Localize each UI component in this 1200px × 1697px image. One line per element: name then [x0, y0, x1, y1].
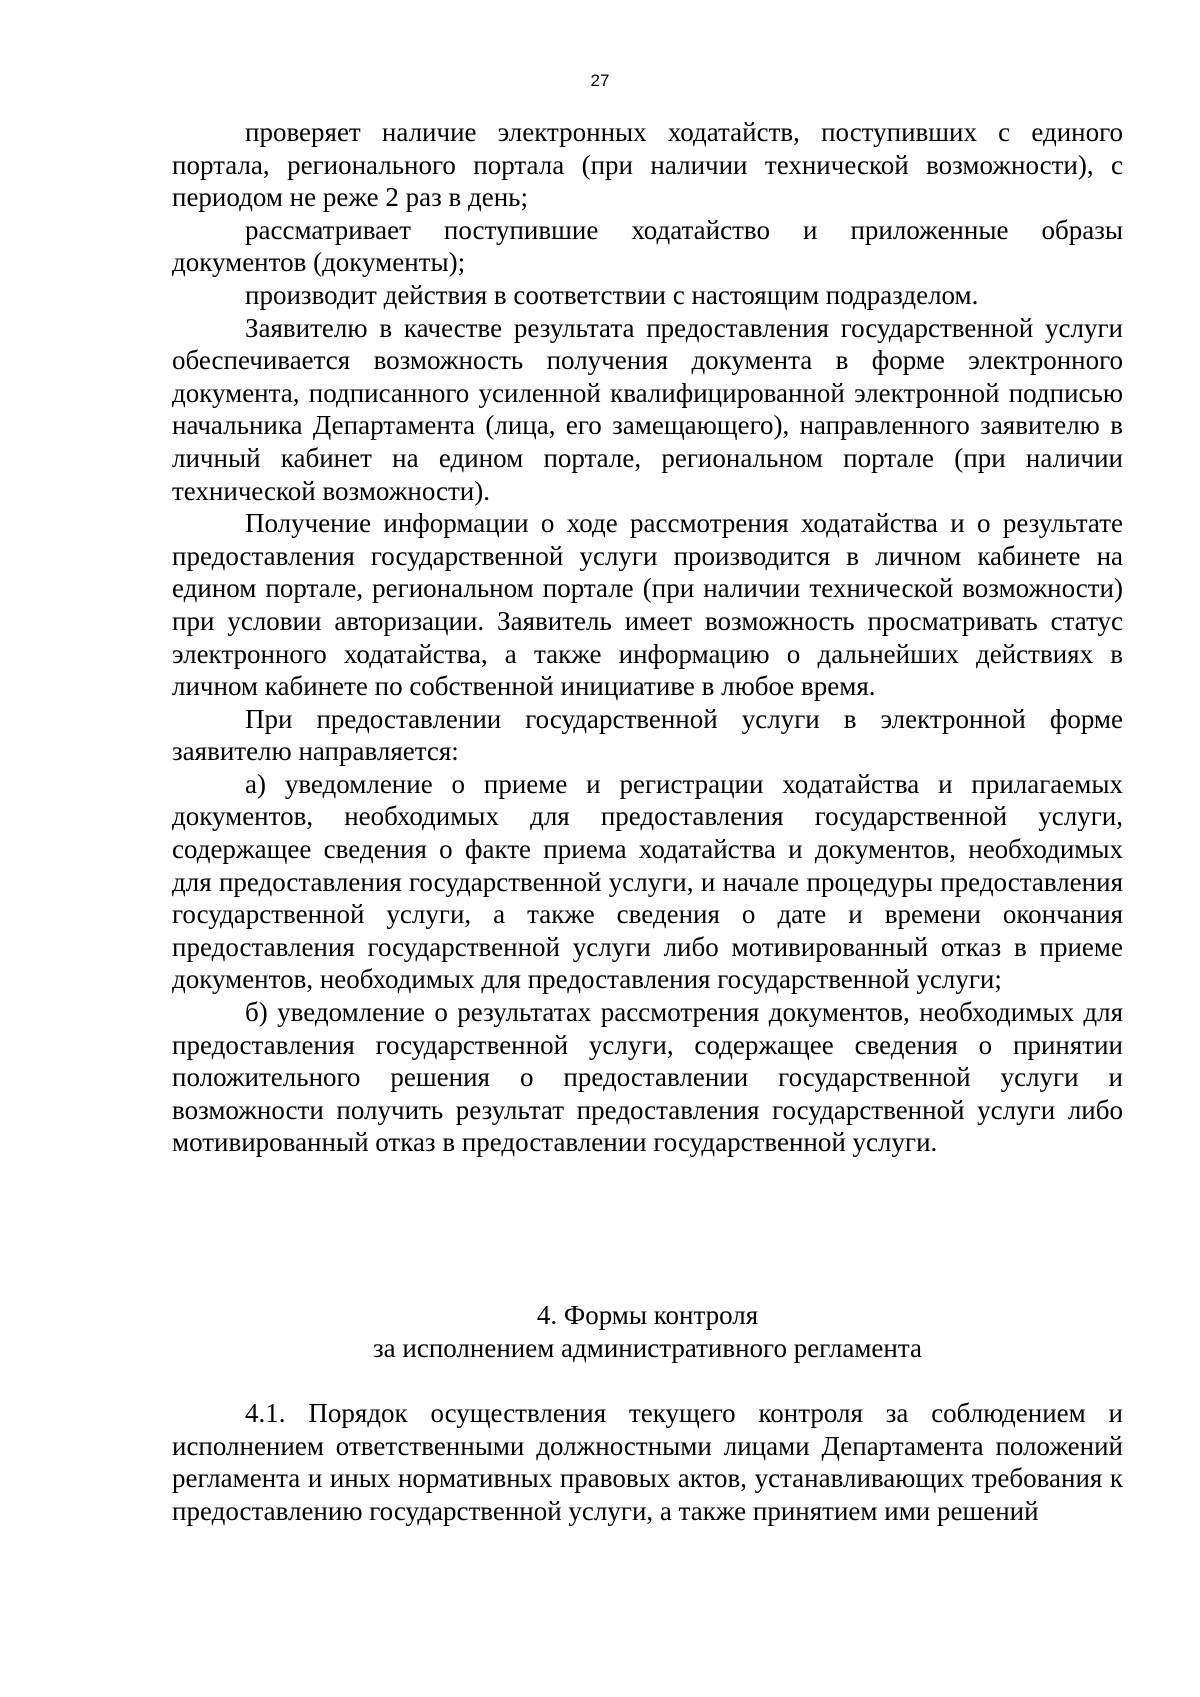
paragraph-perform-actions: производит действия в соответствии с настоящим подразделом.	[245, 279, 979, 310]
page-number: 27	[590, 71, 610, 90]
paragraph-review-petition: рассматривает поступившие ходатайство и приложенные образы документов (документы);	[172, 214, 1123, 278]
paragraph-status-info: Получение информации о ходе рассмотрения ходатайства и о результате предоставления государственной услуги производится в личном кабинете на едином портале, региональном портале (при наличии технической возможности) при условии авторизации. Заявитель имеет возможность просматривать статус электронного ходатайства, а также информацию о дальнейших действиях в личном кабинете по собственной инициативе в любое время.	[172, 508, 1123, 702]
section-heading	[172, 1299, 1123, 1364]
paragraph-notification-a: а) уведомление о приеме и регистрации ходатайства и прилагаемых документов, необходимых для предоставления государственной услуги, содержащее сведения о факте приема ходатайства и документов, необходимых для предоставления государственной услуги, и начале процедуры предоставления государственной услуги, а также сведения о дате и времени окончания предоставления государственной услуги либо мотивированный отказ в приеме документов, необходимых для предоставления государственной услуги;	[172, 768, 1123, 995]
subsection-4-1-text: 4.1. Порядок осуществления текущего контроля за соблюдением и исполнением ответственными должностными лицами Департамента положений регламента и иных нормативных правовых актов, устанавливающих требования к предоставлению государственной услуги, а также принятием ими решений	[172, 1398, 1123, 1526]
paragraph-notification-b: б) уведомление о результатах рассмотрения документов, необходимых для предоставления государственной услуги, содержащее сведения о принятии положительного решения о предоставлении государственной услуги и возможности получить результат предоставления государственной услуги либо мотивированный отказ в предоставлении государственной услуги.	[172, 997, 1123, 1158]
paragraph-result-document: Заявителю в качестве результата предоставления государственной услуги обеспечивается возможность получения документа в форме электронного документа, подписанного усиленной квалифицированной электронной подписью начальника Департамента (лица, его замещающего), направленного заявителю в личный кабинет на едином портале, региональном портале (при наличии технической возможности).	[172, 312, 1123, 506]
paragraph-check-petitions: проверяет наличие электронных ходатайств, поступивших с единого портала, регионального портала (при наличии технической возможности), с периодом не реже 2 раз в день;	[172, 117, 1123, 213]
section-title-line1: 4. Формы контроля	[536, 1300, 759, 1330]
subsection-4-1	[172, 1397, 1123, 1527]
paragraph-notifications-intro: При предоставлении государственной услуги в электронной форме заявителю направляется:	[172, 703, 1123, 767]
section-title-line2: за исполнением административного регламента	[373, 1332, 922, 1363]
document-body	[172, 116, 1123, 1159]
